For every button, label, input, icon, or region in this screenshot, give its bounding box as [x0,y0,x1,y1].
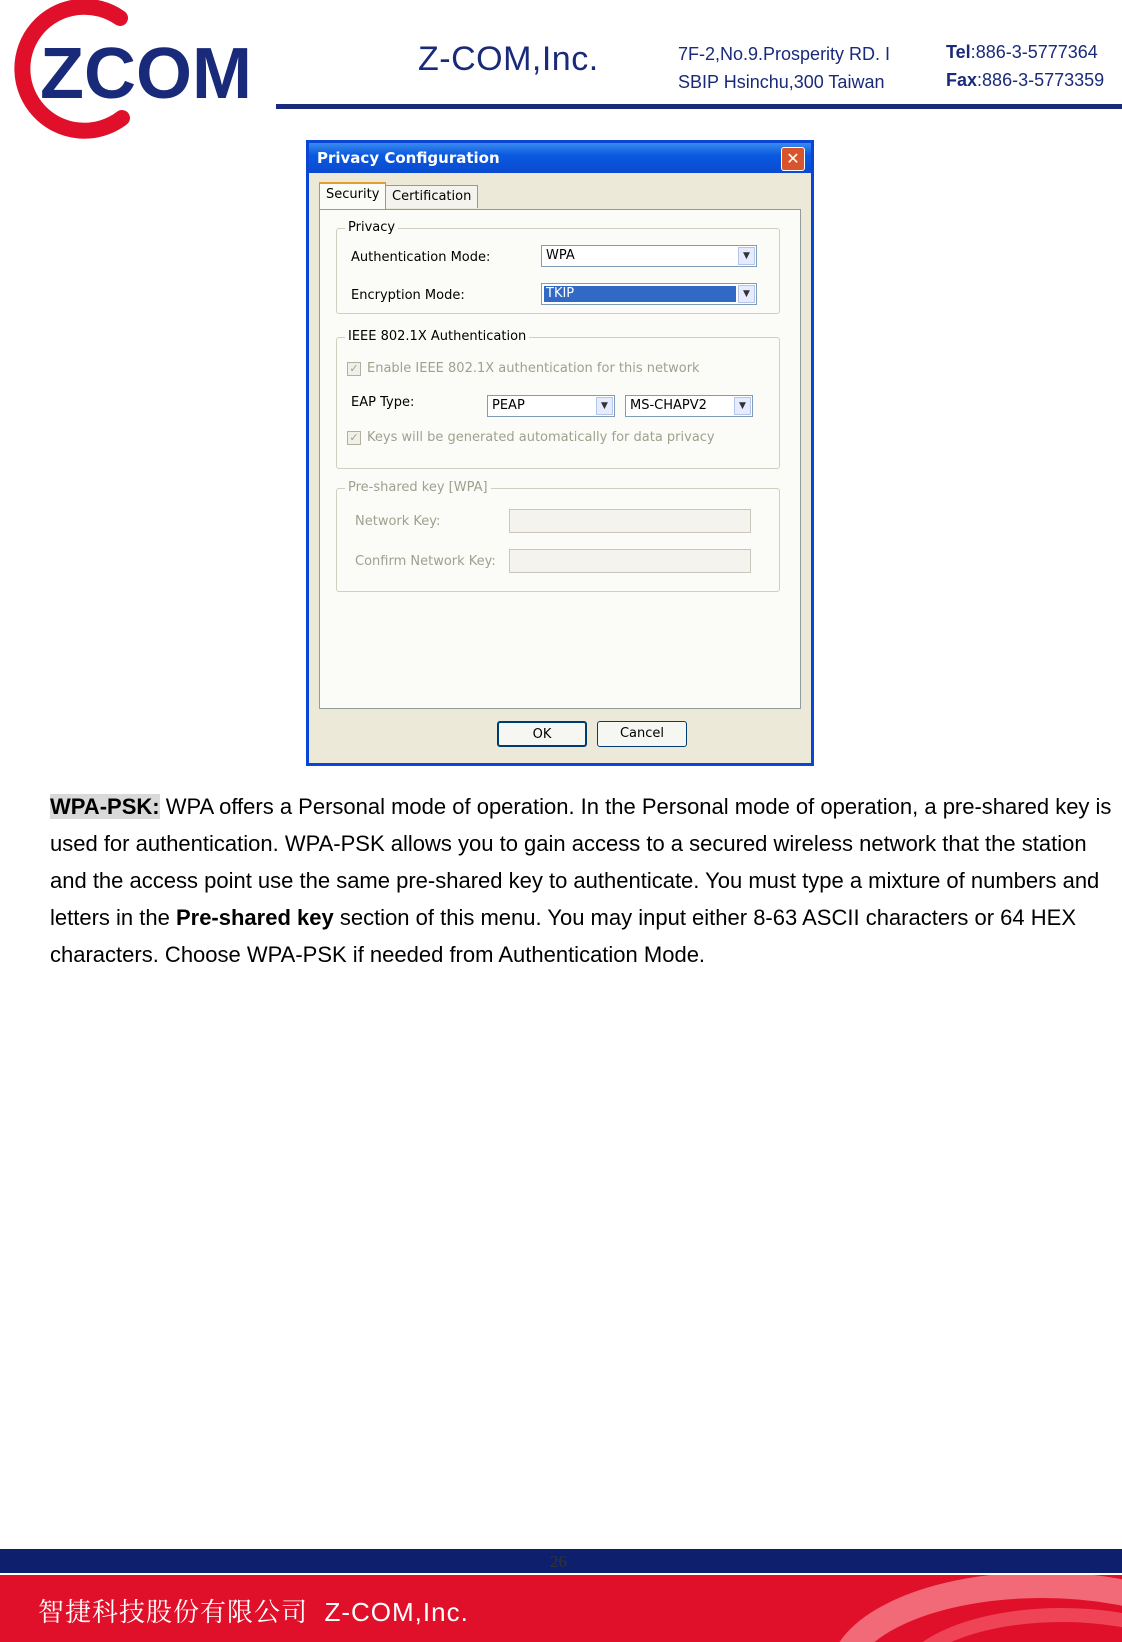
chevron-down-icon: ▼ [596,397,613,415]
dialog-titlebar [309,143,811,173]
network-key-label: Network Key: [355,514,441,529]
auth-mode-select[interactable]: WPA ▼ [541,245,757,267]
encryption-mode-label: Encryption Mode: [351,288,465,303]
tab-certification[interactable]: Certification [385,185,478,208]
svg-text:ZCOM: ZCOM [40,34,252,114]
term-wpa-psk: WPA-PSK: [50,794,160,819]
footer-company: 智捷科技股份有限公司 Z-COM,Inc. [38,1597,469,1627]
header-rule [276,104,1122,109]
encryption-mode-select[interactable]: TKIP ▼ [541,283,757,305]
chevron-down-icon: ▼ [734,397,751,415]
privacy-group [336,220,780,314]
wpa-psk-description: WPA-PSK: WPA offers a Personal mode of operation. In the Personal mode of operation, a pre-shared key is used for authentication. WPA-PSK allows you to gain access to a secured wireless network that the station and the access point use the same pre-shared key to authenticate. You must type a mixture of numbers and letters in the Pre-shared key section of this menu. You may input either 8-63 ASCII characters or 64 HEX characters. Choose WPA-PSK if needed from Authentication Mode. [50,794,1112,967]
network-key-input[interactable] [509,509,751,533]
page-header [0,0,1122,140]
chevron-down-icon: ▼ [738,285,755,303]
confirm-key-input[interactable] [509,549,751,573]
security-panel [319,209,801,709]
term-preshared-key: Pre-shared key [175,905,334,930]
zcom-logo [0,0,280,140]
privacy-configuration-dialog [306,140,814,766]
page-number: 26 [550,1552,567,1571]
keys-auto-checkbox[interactable]: ✓ [347,431,361,445]
preshared-key-group [336,480,780,592]
cancel-button[interactable]: Cancel [597,721,687,747]
auth-mode-label: Authentication Mode: [351,250,491,265]
eap-inner-method-select[interactable]: MS-CHAPV2 ▼ [625,395,753,417]
ieee-8021x-group [336,329,780,469]
psk-legend: Pre-shared key [WPA] [345,480,491,495]
confirm-key-label: Confirm Network Key: [355,554,496,569]
close-icon[interactable]: ✕ [781,147,805,171]
enable-8021x-checkbox[interactable]: ✓ [347,362,361,376]
enable-8021x-label: Enable IEEE 802.1X authentication for this network [367,361,700,376]
company-address: 7F-2,No.9.Prosperity RD. I SBIP Hsinchu,300 Taiwan [678,44,891,92]
dialog-title: Privacy Configuration [317,149,500,167]
keys-auto-label: Keys will be generated automatically for data privacy [367,430,715,445]
swoosh-decoration-icon [782,1575,1122,1642]
company-contact: Tel:886-3-5777364 Fax:886-3-5773359 [946,42,1105,90]
eap-type-select[interactable]: PEAP ▼ [487,395,615,417]
eap-type-label: EAP Type: [351,395,415,410]
privacy-legend: Privacy [345,220,398,235]
ieee-legend: IEEE 802.1X Authentication [345,329,529,344]
chevron-down-icon: ▼ [738,247,755,265]
company-name: Z-COM,Inc. [418,40,599,78]
ok-button[interactable]: OK [497,721,587,747]
tab-security[interactable]: Security [319,182,386,210]
